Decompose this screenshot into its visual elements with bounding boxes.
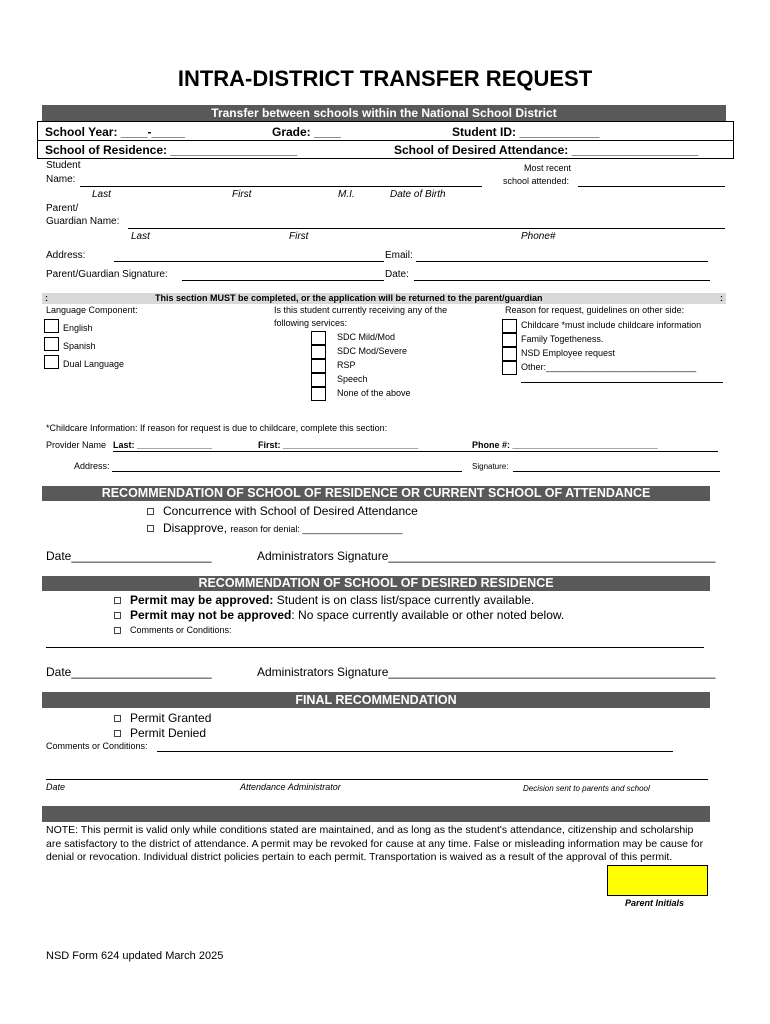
sdc-mod-severe-label: SDC Mod/Severe: [337, 346, 408, 356]
permit-not-approved-label: Permit may not be approved: [130, 608, 292, 622]
required-bar-colon-left: :: [45, 293, 48, 303]
student-name-line[interactable]: [80, 186, 482, 187]
rec1-date-field[interactable]: Date_____________________: [46, 549, 212, 563]
provider-name-label: Provider Name: [46, 440, 107, 450]
final-comments-line[interactable]: [157, 751, 673, 752]
date-line[interactable]: [414, 280, 710, 281]
student-name-label: Name:: [46, 174, 76, 185]
parent-initials-box[interactable]: [607, 865, 708, 896]
note-text: NOTE: This permit is valid only while conditions stated are maintained, and as long as the student's attendance, citizenship and scholarship are satisfactory to the district of attendance. A permit may be revoked for cause at any time. False or misleading information may be cause for denial or revocation. Individual district policies pertain to each permit. Transportation is waived as a result of the approval of this permit.: [46, 824, 704, 863]
disapprove-reason[interactable]: reason for denial: ____________________: [230, 524, 403, 534]
guardian-first-caption: First: [289, 231, 309, 242]
student-last-caption: Last: [92, 189, 111, 200]
dual-language-label: Dual Language: [63, 359, 125, 369]
permit-approved-option[interactable]: [114, 593, 534, 607]
english-checkbox[interactable]: [44, 319, 59, 333]
spanish-label: Spanish: [63, 341, 96, 351]
decision-sent-caption: Decision sent to parents and school: [523, 784, 650, 793]
childcare-checkbox[interactable]: [502, 319, 517, 333]
permit-granted-option[interactable]: [114, 711, 211, 725]
school-attended-label: school attended:: [503, 176, 570, 186]
parent-signature-label: Parent/Guardian Signature:: [46, 269, 168, 280]
most-recent-label: Most recent: [524, 163, 572, 173]
form-footer: NSD Form 624 updated March 2025: [46, 950, 224, 962]
final-recommendation-header: FINAL RECOMMENDATION: [42, 692, 710, 708]
nsd-employee-label: NSD Employee request: [521, 348, 616, 358]
email-line[interactable]: [416, 261, 708, 262]
provider-address-label: Address:: [74, 461, 110, 471]
subtitle-bar: Transfer between schools within the National School District: [42, 105, 726, 122]
concurrence-option[interactable]: [147, 504, 418, 518]
concurrence-checkbox[interactable]: [147, 508, 154, 515]
form-title: INTRA-DISTRICT TRANSFER REQUEST: [177, 66, 593, 91]
rec2-comments-label: Comments or Conditions:: [130, 625, 232, 635]
guardian-last-caption: Last: [131, 231, 150, 242]
permit-denied-label: Permit Denied: [130, 726, 207, 740]
school-of-residence-recommendation-header: RECOMMENDATION OF SCHOOL OF RESIDENCE OR CURRENT SCHOOL OF ATTENDANCE: [42, 486, 710, 501]
permit-approved-checkbox[interactable]: [114, 597, 121, 604]
services-heading-2: following services:: [274, 318, 348, 328]
guardian-name-line[interactable]: [128, 228, 725, 229]
guardian-name-label: Guardian Name:: [46, 216, 120, 227]
required-bar-colon-right: :: [720, 293, 723, 303]
disapprove-label: Disapprove,: [163, 521, 228, 535]
rec2-comments-line[interactable]: [46, 647, 704, 648]
sdc-mild-mod-label: SDC Mild/Mod: [337, 332, 396, 342]
sdc-mod-severe-checkbox[interactable]: [311, 345, 326, 359]
spanish-checkbox[interactable]: [44, 337, 59, 351]
attendance-administrator-caption: Attendance Administrator: [240, 782, 341, 792]
final-comments-label: Comments or Conditions:: [46, 741, 148, 751]
rec2-comments-checkbox[interactable]: [114, 627, 121, 634]
permit-not-approved-option[interactable]: [114, 608, 564, 622]
provider-signature-label: Signature:: [472, 462, 509, 471]
provider-first-field[interactable]: First: ___________________________: [258, 440, 419, 450]
english-label: English: [63, 323, 93, 333]
permit-denied-option[interactable]: [114, 726, 206, 740]
student-label: Student: [46, 160, 81, 171]
email-label: Email:: [385, 250, 413, 261]
rec1-admin-signature-field[interactable]: Administrators Signature_________________________________________________: [257, 549, 716, 563]
speech-checkbox[interactable]: [311, 373, 326, 387]
address-line[interactable]: [114, 261, 384, 262]
rec2-admin-signature-field[interactable]: Administrators Signature_________________________________________________: [257, 665, 716, 679]
provider-phone-field[interactable]: Phone #: _____________________________: [472, 440, 658, 450]
rsp-checkbox[interactable]: [311, 359, 326, 373]
school-of-residence-field[interactable]: School of Residence: ___________________: [45, 143, 298, 157]
rec2-date-field[interactable]: Date_____________________: [46, 665, 212, 679]
nsd-employee-checkbox[interactable]: [502, 347, 517, 361]
permit-not-approved-text: : No space currently available or other noted below.: [291, 608, 565, 622]
desired-residence-recommendation-header: RECOMMENDATION OF SCHOOL OF DESIRED RESIDENCE: [42, 576, 710, 591]
permit-approved-text: Student is on class list/space currently available.: [273, 593, 535, 607]
family-togetherness-checkbox[interactable]: [502, 333, 517, 347]
childcare-label: Childcare *must include childcare information: [521, 320, 702, 330]
school-year-field[interactable]: School Year: ____-_____: [45, 125, 185, 139]
childcare-info-text: *Childcare Information: If reason for request is due to childcare, complete this section:: [46, 423, 388, 433]
parent-signature-line[interactable]: [182, 280, 384, 281]
student-id-field[interactable]: Student ID: ____________: [452, 125, 600, 139]
services-heading: Is this student currently receiving any of the: [274, 305, 448, 315]
family-togetherness-label: Family Togetheness.: [521, 334, 604, 344]
speech-label: Speech: [337, 374, 368, 384]
most-recent-school-line[interactable]: [578, 186, 725, 187]
dual-language-checkbox[interactable]: [44, 355, 59, 369]
address-label: Address:: [46, 250, 86, 261]
provider-last-field[interactable]: Last: _______________: [113, 440, 213, 450]
student-dob-caption: Date of Birth: [390, 189, 446, 200]
other-reason-label[interactable]: Other:______________________________: [521, 362, 697, 372]
sdc-mild-mod-checkbox[interactable]: [311, 331, 326, 345]
provider-signature-line[interactable]: [513, 471, 720, 472]
permit-denied-checkbox[interactable]: [114, 730, 121, 737]
disapprove-option[interactable]: [147, 521, 403, 535]
permit-granted-label: Permit Granted: [130, 711, 212, 725]
other-reason-extra-line[interactable]: [521, 382, 723, 383]
rsp-label: RSP: [337, 360, 356, 370]
disapprove-checkbox[interactable]: [147, 525, 154, 532]
none-of-the-above-checkbox[interactable]: [311, 387, 326, 401]
grade-field[interactable]: Grade: ____: [272, 125, 341, 139]
parent-label: Parent/: [46, 203, 79, 214]
guardian-phone-caption: Phone#: [521, 231, 556, 242]
parent-initials-label: Parent Initials: [625, 898, 685, 908]
school-of-desired-attendance-field[interactable]: School of Desired Attendance: ___________________: [394, 143, 699, 157]
rec2-comments-option[interactable]: [114, 625, 232, 635]
other-reason-checkbox[interactable]: [502, 361, 517, 375]
student-first-caption: First: [232, 189, 252, 200]
final-date-caption: Date: [46, 782, 66, 792]
permit-approved-label: Permit may be approved:: [130, 593, 274, 607]
permit-granted-checkbox[interactable]: [114, 715, 121, 722]
student-mi-caption: M.I.: [338, 189, 355, 200]
date-label: Date:: [385, 269, 409, 280]
final-signature-line[interactable]: [46, 779, 708, 780]
divider-bar: [42, 806, 710, 822]
reason-heading: Reason for request, guidelines on other side:: [505, 305, 685, 315]
provider-address-line[interactable]: [112, 471, 462, 472]
none-of-the-above-label: None of the above: [337, 388, 411, 398]
required-section-notice: This section MUST be completed, or the application will be returned to the parent/guardian: [155, 293, 543, 303]
language-component-heading: Language Component:: [46, 305, 138, 315]
permit-not-approved-checkbox[interactable]: [114, 612, 121, 619]
concurrence-label: Concurrence with School of Desired Attendance: [163, 504, 418, 518]
